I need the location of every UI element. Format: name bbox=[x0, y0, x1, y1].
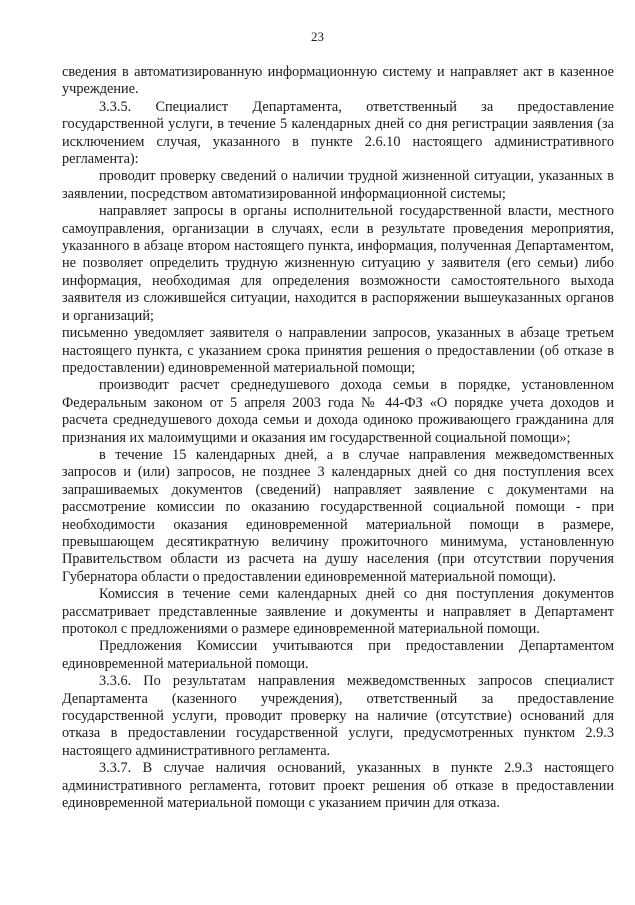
page-number: 23 bbox=[311, 29, 324, 44]
paragraph: 3.3.6. По результатам направления межведомственных запросов специалист Департамента (казенного учреждения), ответственный за предоставление государственной услуги, проводит проверку на наличие (отсутствие) оснований для отказа в предоставлении государственной услуги, предусмотренных пунктом 2.9.3 настоящего административного регламента. bbox=[62, 673, 614, 759]
paragraph: 3.3.7. В случае наличия оснований, указанных в пункте 2.9.3 настоящего административного регламента, готовит проект решения об отказе в предоставлении единовременной материальной помощи с указанием причин для отказа. bbox=[62, 760, 614, 812]
paragraph: письменно уведомляет заявителя о направлении запросов, указанных в абзаце третьем настоящего пункта, с указанием срока принятия решения о предоставлении (об отказе в предоставлении) единовременной материальной помощи; bbox=[62, 325, 614, 376]
paragraph: 3.3.5. Специалист Департамента, ответственный за предоставление государственной услуги, в течение 5 календарных дней со дня регистрации заявления (за исключением случая, указанного в пункте 2.6.10 настоящего административного регламента): bbox=[62, 98, 614, 168]
paragraph: в течение 15 календарных дней, а в случае направления межведомственных запросов и (или) запросов, не позднее 3 календарных дней со дня поступления всех запрашиваемых документов (сведений) направляет заявление с документами на рассмотрение комиссии по оказанию государственной социальной помощи - при необходимости оказания единовременной материальной помощи в размере, превышающем десятикратную величину прожиточного минимума, установленную Правительством области из расчета на душу населения (при отсутствии поручения Губернатора области о предоставлении единовременной материальной помощи). bbox=[62, 446, 614, 585]
document-body bbox=[62, 64, 614, 812]
paragraph: производит расчет среднедушевого дохода семьи в порядке, установленном Федеральным законом от 5 апреля 2003 года № 44-ФЗ «О порядке учета доходов и расчета среднедушевого дохода семьи и дохода одиноко проживающего гражданина для признания их малоимущими и оказания им государственной социальной помощи»; bbox=[62, 377, 614, 446]
paragraph: сведения в автоматизированную информационную систему и направляет акт в казенное учреждение. bbox=[62, 64, 614, 98]
paragraph: Комиссия в течение семи календарных дней со дня поступления документов рассматривает представленные заявление и документы и направляет в Департамент протокол с предложениями о размере единовременной материальной помощи. bbox=[62, 586, 614, 637]
paragraph: направляет запросы в органы исполнительной государственной власти, местного самоуправления, организации в случаях, если в результате проведения мероприятия, указанного в абзаце втором настоящего пункта, информация, полученная Департаментом, не позволяет определить трудную жизненную ситуацию у заявителя (его семьи) либо информация, необходимая для определения возможности самостоятельного выхода заявителя из сложившейся ситуации, находится в распоряжении вышеуказанных органов и организаций; bbox=[62, 203, 614, 324]
paragraph: проводит проверку сведений о наличии трудной жизненной ситуации, указанных в заявлении, посредством автоматизированной информационной системы; bbox=[62, 168, 614, 202]
paragraph: Предложения Комиссии учитываются при предоставлении Департаментом единовременной материальной помощи. bbox=[62, 638, 614, 672]
